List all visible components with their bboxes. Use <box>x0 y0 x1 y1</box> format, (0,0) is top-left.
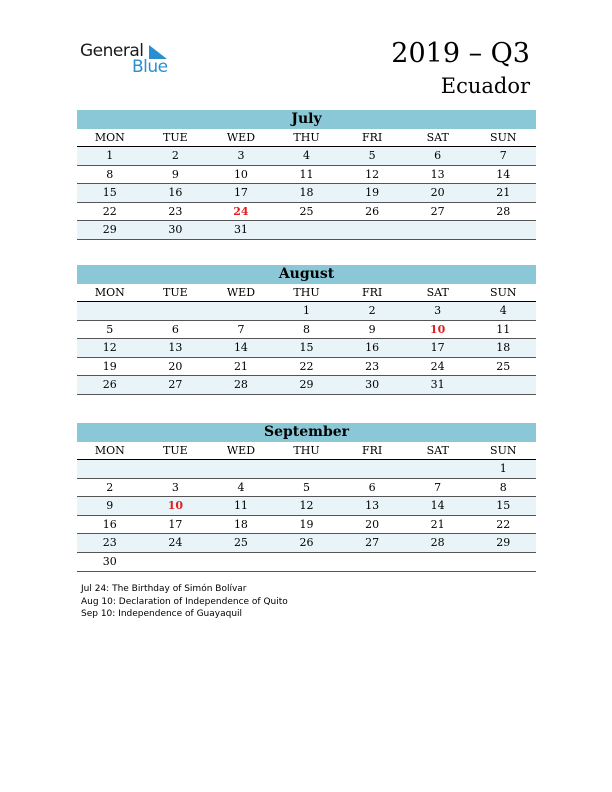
weekday-label: SAT <box>426 131 449 144</box>
week-row <box>77 321 536 340</box>
day-cell: 1 <box>106 149 114 162</box>
day-cell: 29 <box>102 223 117 237</box>
day-cell <box>470 553 536 571</box>
week-row <box>77 166 536 185</box>
day-cell: 18 <box>496 341 511 355</box>
day-cell: 26 <box>102 378 117 392</box>
day-cell: 1 <box>499 462 507 475</box>
day-cell: 29 <box>299 378 314 392</box>
day-cell: 23 <box>168 204 183 218</box>
day-cell: 23 <box>365 359 380 373</box>
day-cell: 10 <box>233 167 248 181</box>
month-august <box>77 265 536 395</box>
day-cell: 2 <box>368 304 376 317</box>
day-cell: 4 <box>303 149 311 162</box>
month-name: July <box>77 110 536 129</box>
weekday-label: TUE <box>163 444 188 457</box>
day-cell: 14 <box>496 167 511 181</box>
day-cell: 5 <box>303 480 311 494</box>
day-cell: 28 <box>233 378 248 392</box>
day-cell: 12 <box>102 341 117 355</box>
day-cell: 13 <box>168 341 183 355</box>
week-row <box>77 184 536 203</box>
week-row <box>77 376 536 395</box>
day-cell: 4 <box>237 480 245 494</box>
day-cell: 3 <box>237 149 245 162</box>
holiday-day-cell: 24 <box>233 204 249 218</box>
day-cell: 15 <box>299 341 314 355</box>
weekday-label: SUN <box>490 286 517 299</box>
day-cell: 25 <box>496 359 511 373</box>
holiday-note: Jul 24: The Birthday of Simón Bolívar <box>81 584 247 594</box>
day-cell: 18 <box>299 186 314 200</box>
day-cell: 29 <box>496 536 511 550</box>
day-cell: 6 <box>368 480 376 494</box>
logo-general-text: General <box>80 41 144 61</box>
day-cell: 25 <box>233 536 248 550</box>
weekday-header-row <box>77 442 536 460</box>
week-row <box>77 516 536 535</box>
day-cell: 26 <box>299 536 314 550</box>
week-row <box>77 221 536 240</box>
holiday-note: Sep 10: Independence of Guayaquil <box>81 609 243 619</box>
weekday-label: TUE <box>163 286 188 299</box>
day-cell: 1 <box>303 304 311 317</box>
day-cell <box>470 221 536 239</box>
day-cell: 3 <box>434 304 442 317</box>
week-row <box>77 358 536 377</box>
logo-blue-text: Blue <box>132 57 168 77</box>
day-cell: 17 <box>168 517 183 531</box>
weekday-label: THU <box>293 286 320 299</box>
month-name: August <box>77 265 536 284</box>
week-row <box>77 339 536 358</box>
day-cell: 23 <box>102 536 117 550</box>
day-cell: 17 <box>430 341 445 355</box>
day-cell: 12 <box>365 167 380 181</box>
day-cell: 19 <box>102 359 117 373</box>
day-cell: 8 <box>303 322 311 336</box>
weekday-label: FRI <box>361 131 383 144</box>
week-row <box>77 534 536 553</box>
day-cell: 22 <box>496 517 511 531</box>
page-title: 2019 – Q3 <box>391 38 530 69</box>
day-cell: 14 <box>430 499 445 513</box>
day-cell <box>208 302 274 320</box>
day-cell: 14 <box>233 341 248 355</box>
month-september <box>77 423 536 572</box>
day-cell: 15 <box>496 499 511 513</box>
weekday-label: SAT <box>426 286 449 299</box>
day-cell: 13 <box>365 499 380 513</box>
week-row <box>77 497 536 516</box>
day-cell: 17 <box>233 186 248 200</box>
day-cell <box>208 460 274 478</box>
day-cell: 11 <box>496 322 511 336</box>
day-cell: 16 <box>102 517 117 531</box>
day-cell: 22 <box>299 359 314 373</box>
day-cell: 24 <box>430 359 445 373</box>
day-cell: 21 <box>430 517 445 531</box>
day-cell: 6 <box>171 322 179 336</box>
day-cell: 27 <box>168 378 183 392</box>
weekday-label: WED <box>226 131 256 144</box>
week-row <box>77 302 536 321</box>
weekday-header-row <box>77 284 536 302</box>
day-cell <box>339 460 405 478</box>
day-cell <box>274 460 340 478</box>
weekday-header-row <box>77 129 536 147</box>
weekday-label: TUE <box>163 131 188 144</box>
week-row <box>77 553 536 572</box>
holiday-note: Aug 10: Declaration of Independence of Quito <box>81 596 288 607</box>
weekday-label: MON <box>94 286 125 299</box>
month-july <box>77 110 536 240</box>
weekday-label: FRI <box>361 444 383 457</box>
weekday-label: THU <box>293 131 320 144</box>
day-cell: 21 <box>233 359 248 373</box>
day-cell: 31 <box>233 223 248 237</box>
day-cell: 16 <box>365 341 380 355</box>
day-cell: 11 <box>233 499 248 513</box>
day-cell: 21 <box>496 186 511 200</box>
day-cell: 28 <box>496 204 511 218</box>
day-cell: 30 <box>365 378 380 392</box>
day-cell: 9 <box>106 499 114 513</box>
weekday-label: WED <box>226 444 256 457</box>
day-cell: 30 <box>168 223 183 237</box>
day-cell: 20 <box>430 186 445 200</box>
day-cell <box>274 553 340 571</box>
day-cell: 9 <box>171 167 179 181</box>
day-cell: 26 <box>365 204 380 218</box>
day-cell: 18 <box>233 517 248 531</box>
day-cell: 19 <box>365 186 380 200</box>
week-row <box>77 147 536 166</box>
day-cell: 25 <box>299 204 314 218</box>
week-row <box>77 479 536 498</box>
weekday-label: THU <box>293 444 320 457</box>
day-cell: 7 <box>499 149 507 162</box>
weekday-label: SAT <box>426 444 449 457</box>
day-cell <box>339 221 405 239</box>
holiday-day-cell: 10 <box>167 499 184 513</box>
day-cell: 24 <box>168 536 183 550</box>
day-cell: 19 <box>299 517 314 531</box>
day-cell: 7 <box>237 322 245 336</box>
day-cell: 31 <box>430 378 445 392</box>
weekday-label: SUN <box>490 131 517 144</box>
day-cell <box>470 376 536 394</box>
day-cell <box>77 460 143 478</box>
day-cell <box>405 553 471 571</box>
day-cell <box>77 302 143 320</box>
holiday-notes <box>81 583 288 621</box>
day-cell: 6 <box>434 149 442 162</box>
day-cell <box>274 221 340 239</box>
day-cell: 16 <box>168 186 183 200</box>
day-cell: 12 <box>299 499 314 513</box>
day-cell: 5 <box>368 149 376 162</box>
logo <box>80 40 190 80</box>
day-cell <box>339 553 405 571</box>
weekday-label: MON <box>94 131 125 144</box>
day-cell: 20 <box>365 517 380 531</box>
day-cell: 3 <box>171 480 179 494</box>
day-cell <box>208 553 274 571</box>
day-cell: 28 <box>430 536 445 550</box>
day-cell: 4 <box>499 304 507 317</box>
day-cell: 30 <box>102 554 117 568</box>
day-cell <box>143 553 209 571</box>
month-name: September <box>77 423 536 442</box>
weekday-label: WED <box>226 286 256 299</box>
day-cell: 2 <box>106 480 114 494</box>
day-cell: 7 <box>434 480 442 494</box>
day-cell: 15 <box>102 186 117 200</box>
weekday-label: SUN <box>490 444 517 457</box>
day-cell: 11 <box>299 167 314 181</box>
day-cell <box>405 460 471 478</box>
weekday-label: MON <box>94 444 125 457</box>
day-cell: 8 <box>106 167 114 181</box>
week-row <box>77 460 536 479</box>
day-cell: 13 <box>430 167 445 181</box>
day-cell: 27 <box>365 536 380 550</box>
week-row <box>77 203 536 222</box>
day-cell <box>143 302 209 320</box>
weekday-label: FRI <box>361 286 383 299</box>
day-cell: 2 <box>171 149 179 162</box>
day-cell <box>143 460 209 478</box>
day-cell: 9 <box>368 322 376 336</box>
day-cell: 27 <box>430 204 445 218</box>
day-cell: 22 <box>102 204 117 218</box>
day-cell: 5 <box>106 322 114 336</box>
country-name: Ecuador <box>440 74 530 98</box>
day-cell: 20 <box>168 359 183 373</box>
holiday-day-cell: 10 <box>430 322 446 336</box>
day-cell <box>405 221 471 239</box>
day-cell: 8 <box>499 480 507 494</box>
